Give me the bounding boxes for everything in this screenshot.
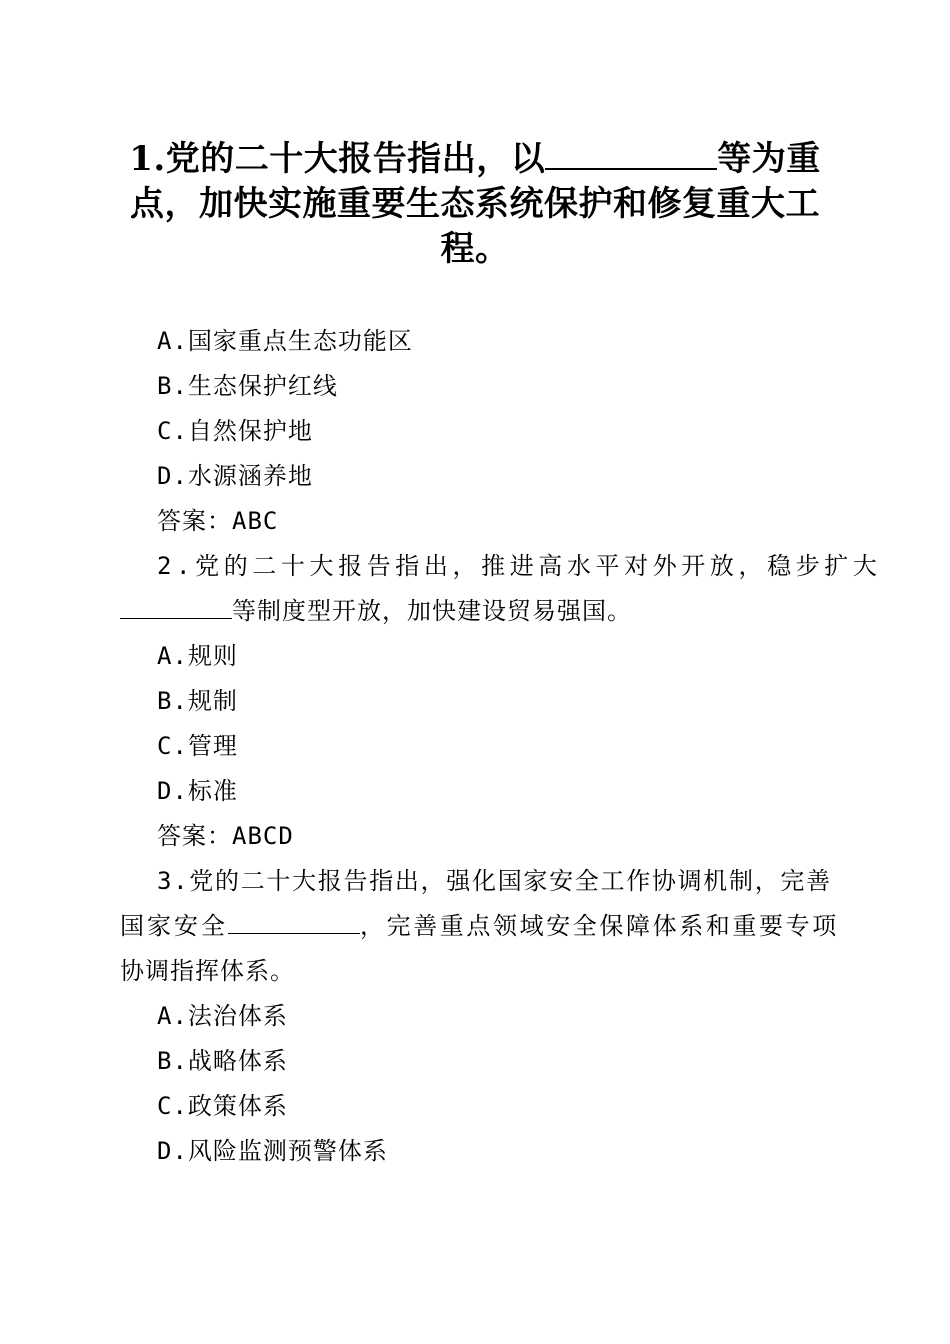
q2-option-c: C.管理 (157, 732, 238, 760)
q1-option-b: B.生态保护红线 (157, 372, 338, 400)
q2-stem-text-1: 2.党的二十大报告指出，推进高水平对外开放，稳步扩大 (157, 552, 882, 580)
q3-stem-line-1 (157, 866, 832, 896)
q3-stem-line-3: 协调指挥体系。 (120, 957, 295, 985)
question-1-title-prefix: 1.党的二十大报告指出，以 (129, 139, 546, 179)
q2-option-b: B.规制 (157, 687, 238, 715)
q1-option-a: A.国家重点生态功能区 (157, 327, 413, 355)
question-1-blank (545, 138, 717, 170)
q3-stem-text-1: 3.党的二十大报告指出，强化国家安全工作协调机制，完善 (157, 867, 832, 895)
q3-blank (228, 911, 360, 934)
q3-stem-text-2b: ，完善重点领域安全保障体系和重要专项 (360, 912, 839, 940)
q3-stem-text-2a: 国家安全 (120, 912, 228, 940)
q3-option-c: C.政策体系 (157, 1092, 288, 1120)
q2-stem-line-1 (157, 551, 882, 581)
q3-stem-line-2 (120, 911, 839, 941)
q3-option-b: B.战略体系 (157, 1047, 288, 1075)
q3-option-d: D.风险监测预警体系 (157, 1137, 388, 1165)
question-1-title-suffix: 等为重点，加快实施重要生态系统保护和修复重大工程。 (130, 139, 821, 269)
q1-option-c: C.自然保护地 (157, 417, 313, 445)
q2-option-a: A.规则 (157, 642, 238, 670)
q3-option-a: A.法治体系 (157, 1002, 288, 1030)
q2-blank (120, 596, 232, 619)
q2-stem-text-2: 等制度型开放，加快建设贸易强国。 (232, 597, 632, 625)
q2-option-d: D.标准 (157, 777, 238, 805)
q1-answer: 答案：ABC (157, 507, 279, 535)
q1-option-d: D.水源涵养地 (157, 462, 313, 490)
question-1-title (115, 137, 835, 272)
q2-answer: 答案：ABCD (157, 822, 294, 850)
q2-stem-line-2 (120, 596, 830, 626)
